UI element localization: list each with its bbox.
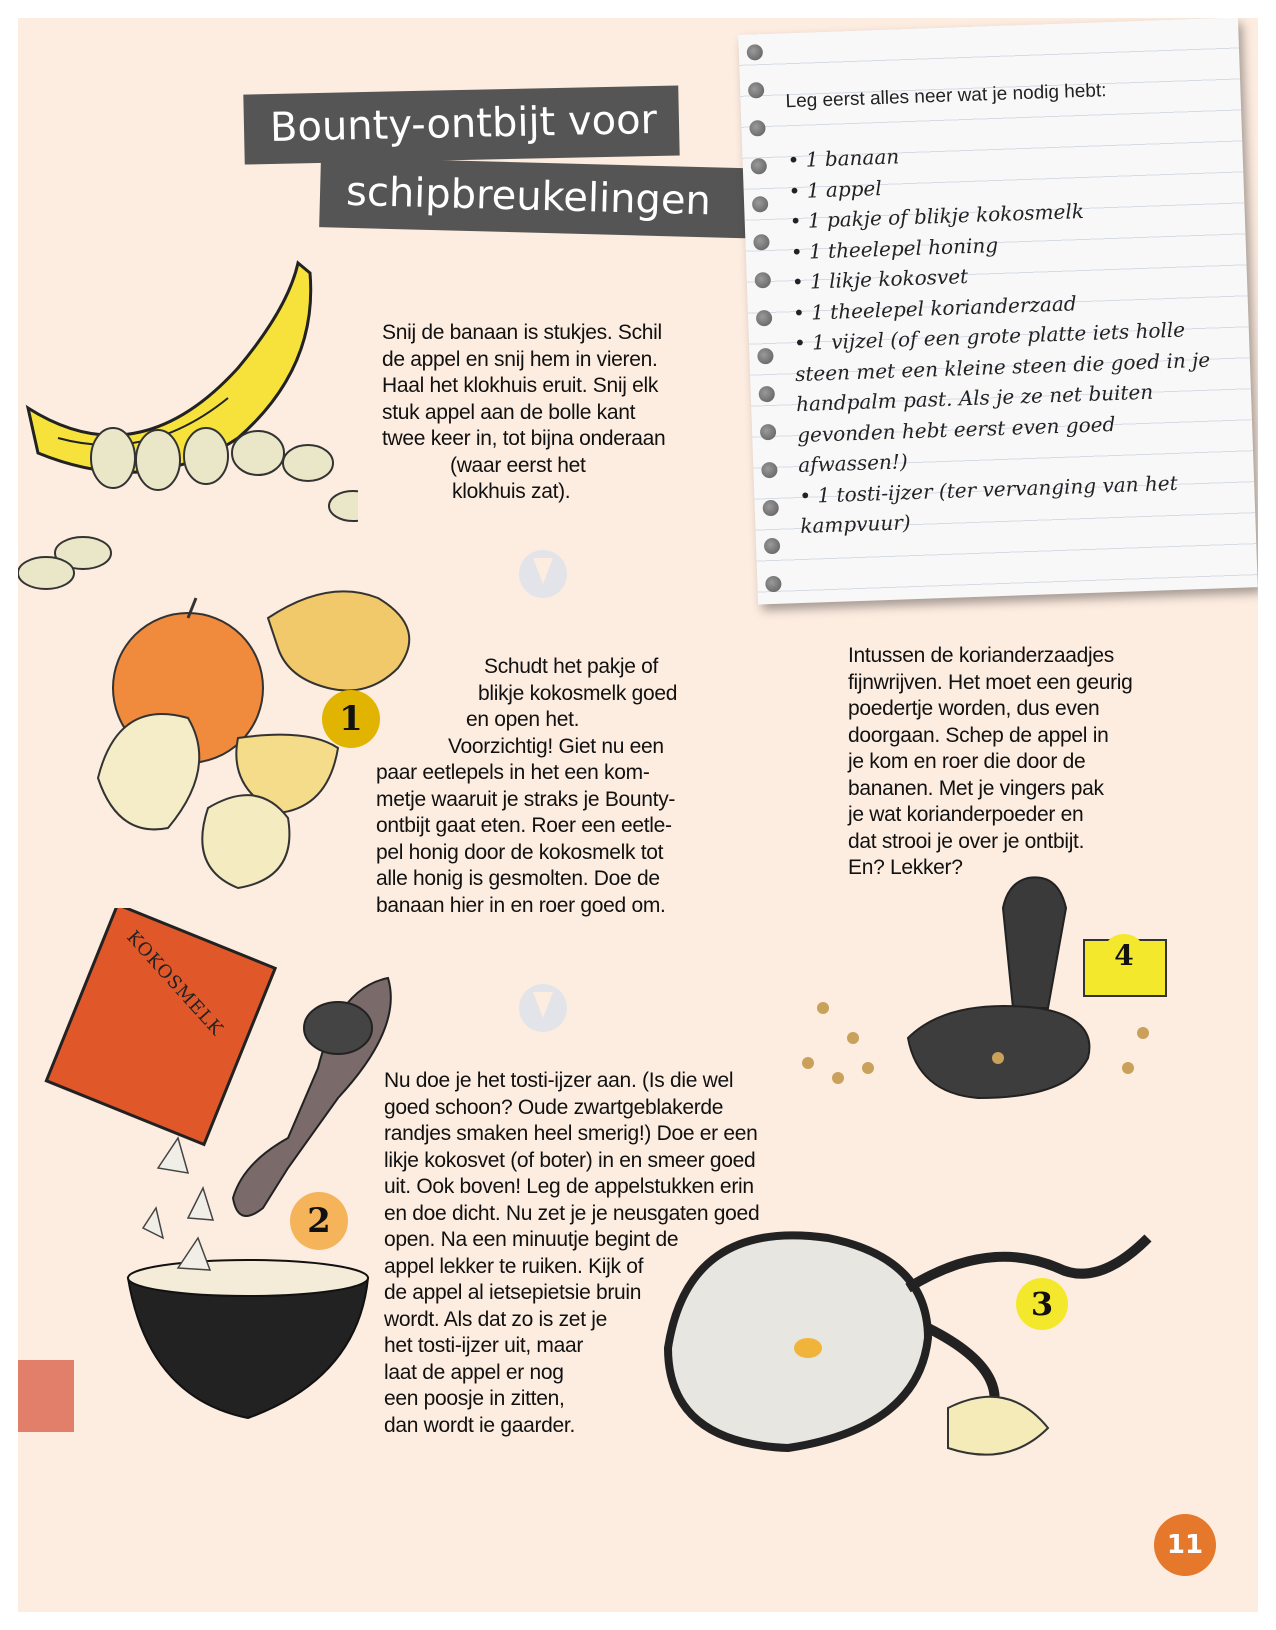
text-line: stuk appel aan de bolle kant: [382, 400, 636, 424]
down-arrow-icon: [519, 550, 567, 598]
ingredients-heading: Leg eerst alles neer wat je nodig hebt:: [785, 80, 1107, 113]
ingredient-item: • 1 banaan: [787, 130, 1218, 175]
text-line: goed schoon? Oude zwartgeblakerde: [384, 1095, 724, 1119]
text-line: appel lekker te ruiken. Kijk of: [384, 1254, 644, 1278]
text-line: Voorzichtig! Giet nu een: [448, 734, 664, 758]
text-line: de appel en snij hem in vieren.: [382, 347, 658, 371]
text-line: laat de appel er nog: [384, 1360, 564, 1384]
binder-hole: [747, 44, 764, 61]
text-line: uit. Ook boven! Leg de appelstukken erin: [384, 1175, 754, 1198]
text-line: (waar eerst het: [450, 453, 586, 477]
text-line: open. Na een minuutje begint de: [384, 1228, 679, 1251]
text-line: bananen. Met je vingers pak: [848, 776, 1104, 800]
binder-hole: [760, 424, 777, 441]
ingredients-list: [787, 130, 1231, 541]
ingredient-item: • 1 appel: [788, 161, 1219, 206]
text-line: ontbijt gaat eten. Roer een eetle-: [376, 814, 672, 837]
text-line: het tosti-ijzer uit, maar: [384, 1334, 584, 1357]
title-line-1: Bounty-ontbijt voor: [243, 85, 679, 164]
ingredient-item: • 1 pakje of blikje kokosmelk: [789, 191, 1220, 236]
page-number: 11: [1154, 1514, 1216, 1576]
mortar-pestle-illustration: [798, 868, 1178, 1128]
down-arrow-icon: [519, 984, 567, 1032]
text-line: banaan hier in en roer goed om.: [376, 893, 666, 917]
text-line: dan wordt ie gaarder.: [384, 1413, 575, 1437]
text-line: Nu doe je het tosti-ijzer aan. (Is die wel: [384, 1069, 734, 1092]
binder-hole: [758, 386, 775, 403]
ingredient-item: • 1 vijzel (of een grote platte iets holle steen met een kleine steen die goed in je handpalm past. Als je ze net buiten gevonden hebt eerst even goed afwassen!): [793, 313, 1228, 480]
binder-hole: [761, 462, 778, 479]
step-badge-3: 3: [1016, 1278, 1068, 1330]
binder-hole: [756, 310, 773, 327]
text-line: doorgaan. Schep de appel in: [848, 723, 1109, 747]
text-line: likje kokosvet (of boter) in en smeer goed: [384, 1148, 756, 1172]
text-line: klokhuis zat).: [452, 480, 571, 503]
title-line-2: schipbreukelingen: [319, 157, 772, 239]
text-line: fijnwrijven. Het moet een geurig: [848, 670, 1133, 694]
step-badge-2: 2: [290, 1192, 348, 1250]
step-badge-4: 4: [1102, 934, 1146, 978]
binder-hole: [749, 120, 766, 137]
banana-illustration: [18, 248, 358, 608]
text-line: pel honig door de kokosmelk tot: [376, 840, 664, 864]
text-line: en open het.: [466, 708, 580, 731]
ingredient-item: • 1 theelepel honing: [790, 222, 1221, 267]
text-line: Haal het klokhuis eruit. Snij elk: [382, 374, 659, 397]
text-line: paar eetlepels in het een kom-: [376, 761, 650, 784]
binder-hole: [762, 500, 779, 517]
kokosmelk-label: KOKOSMELK: [122, 926, 228, 1041]
text-line: dat strooi je over je ontbijt.: [848, 829, 1085, 853]
decorative-block: [18, 1360, 74, 1432]
intro-step-text: [382, 320, 665, 506]
binder-hole: [752, 196, 769, 213]
ingredient-item: • 1 tosti-ijzer (ter vervanging van het kampvuur): [799, 466, 1231, 542]
text-line: Intussen de korianderzaadjes: [848, 644, 1114, 667]
text-line: Snij de banaan is stukjes. Schil: [382, 321, 662, 344]
step-badge-1: 1: [322, 690, 380, 748]
magazine-page: [18, 18, 1258, 1612]
text-line: een poosje in zitten,: [384, 1387, 565, 1410]
text-line: randjes smaken heel smerig!) Doe er een: [384, 1122, 758, 1145]
ingredient-item: • 1 likje kokosvet: [791, 252, 1222, 297]
text-line: je wat korianderpoeder en: [848, 803, 1084, 826]
text-line: wordt. Als dat zo is zet je: [384, 1307, 608, 1331]
binder-hole: [765, 576, 782, 593]
binder-hole: [764, 538, 781, 555]
text-line: poedertje worden, dus even: [848, 697, 1100, 720]
binder-hole: [751, 158, 768, 175]
text-line: twee keer in, tot bijna onderaan: [382, 427, 666, 450]
binder-hole: [757, 348, 774, 365]
text-line: blikje kokosmelk goed: [478, 681, 678, 705]
binder-holes: [746, 34, 784, 604]
text-line: alle honig is gesmolten. Doe de: [376, 867, 660, 890]
ingredients-notepad: [738, 18, 1258, 605]
text-line: je kom en roer die door de: [848, 750, 1086, 773]
text-line: de appel al ietsepietsie bruin: [384, 1281, 642, 1304]
binder-hole: [748, 82, 765, 99]
text-line: metje waaruit je straks je Bounty-: [376, 787, 676, 811]
text-line: Schudt het pakje of: [484, 655, 659, 678]
step1-text: [376, 654, 677, 919]
text-line: en doe dicht. Nu zet je je neusgaten goed: [384, 1201, 760, 1225]
bowl-illustration: [38, 908, 408, 1468]
binder-hole: [755, 272, 772, 289]
step4-text: [848, 643, 1133, 882]
ingredient-item: • 1 theelepel korianderzaad: [792, 283, 1223, 328]
text-line: En? Lekker?: [848, 856, 963, 879]
binder-hole: [753, 234, 770, 251]
tosti-iron-illustration: [628, 1178, 1188, 1468]
